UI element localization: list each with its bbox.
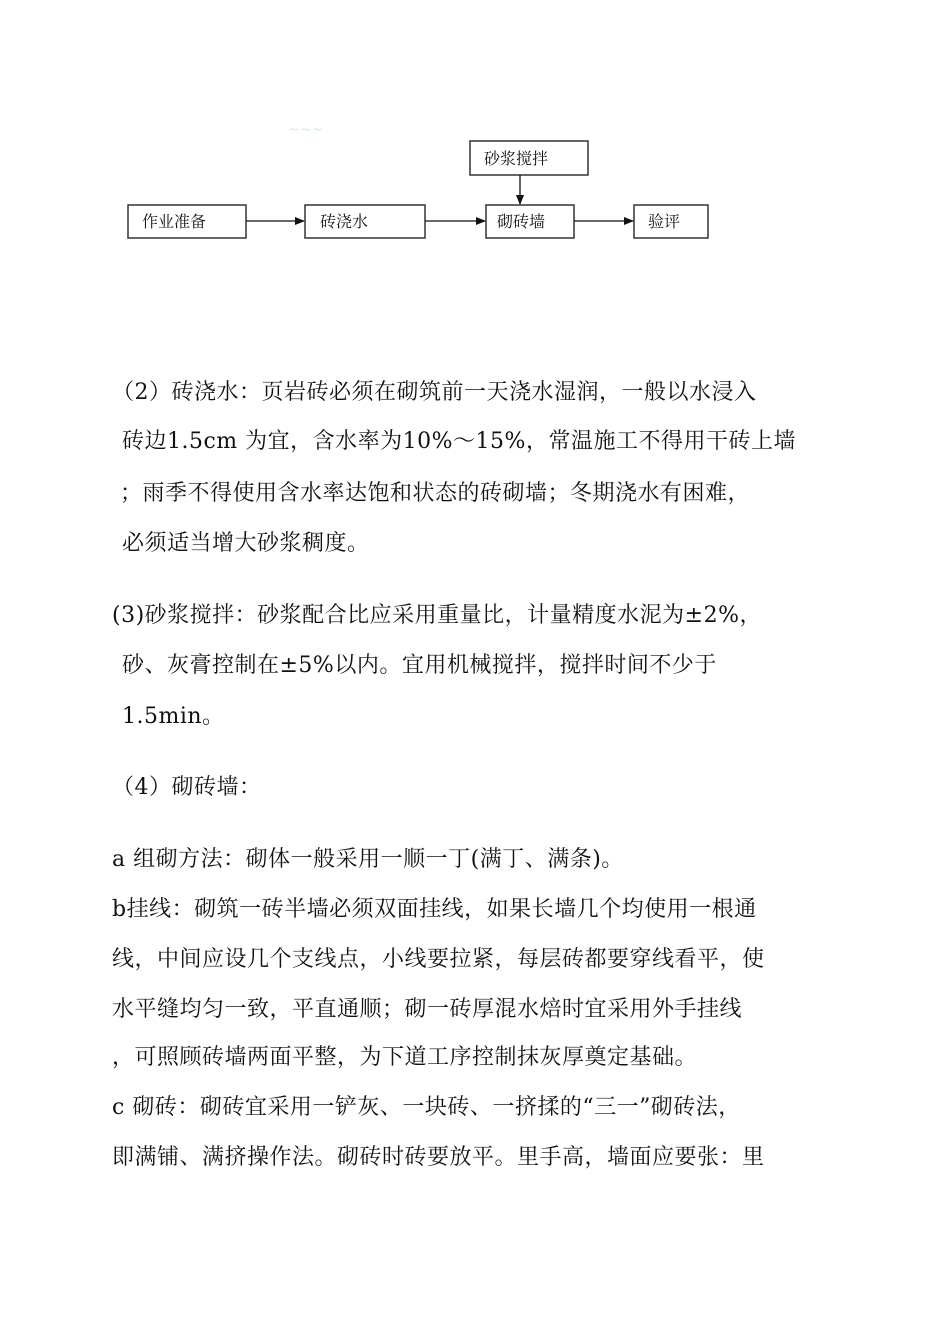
flow-node-prep-label: 作业准备 — [142, 212, 207, 231]
flow-node-eval-label: 验评 — [648, 212, 681, 231]
text-line: 必须适当增大砂浆稠度。 — [122, 531, 370, 556]
flow-node-lay — [486, 205, 574, 238]
watermark-mark: ~~~ — [288, 122, 324, 138]
text-line: 砂、灰膏控制在±5%以内。宜用机械搅拌，搅拌时间不少于 — [122, 653, 717, 678]
flow-node-mortar — [470, 141, 588, 175]
text-line: 1.5min。 — [122, 704, 225, 729]
text-line: (3)砂浆搅拌：砂浆配合比应采用重量比，计量精度水泥为±2%， — [112, 603, 762, 628]
text-line: ，可照顾砖墙两面平整，为下道工序控制抹灰厚奠定基础。 — [112, 1045, 698, 1070]
flow-node-water-label: 砖浇水 — [320, 212, 369, 231]
flow-node-eval — [634, 205, 708, 238]
text-line: b挂线：砌筑一砖半墙必须双面挂线，如果长墙几个均使用一根通 — [112, 897, 757, 922]
text-line: 砖边1.5cm 为宜，含水率为10%～15%，常温施工不得用干砖上墙 — [122, 429, 796, 454]
flow-node-prep — [128, 205, 246, 238]
text-line: c 砌砖：砌砖宜采用一铲灰、一块砖、一挤揉的“三一”砌砖法， — [112, 1095, 741, 1120]
text-line: （4）砌砖墙： — [112, 775, 262, 800]
text-line: 即满铺、满挤操作法。砌砖时砖要放平。里手高，墙面应要张：里 — [112, 1145, 765, 1170]
flow-node-mortar-label: 砂浆搅拌 — [484, 149, 549, 168]
text-line: （2）砖浇水：页岩砖必须在砌筑前一天浇水湿润，一般以水浸入 — [112, 380, 757, 405]
text-line: 线，中间应设几个支线点，小线要拉紧，每层砖都要穿线看平，使 — [112, 947, 765, 972]
text-line: 水平缝均匀一致，平直通顺；砌一砖厚混水焙时宜采用外手挂线 — [112, 997, 743, 1022]
text-line: ；雨季不得使用含水率达饱和状态的砖砌墙；冬期浇水有困难， — [120, 481, 751, 506]
process-flowchart — [0, 0, 950, 300]
flow-node-water — [305, 205, 425, 238]
text-line: a 组砌方法：砌体一般采用一顺一丁(满丁、满条)。 — [112, 847, 624, 872]
flow-node-lay-label: 砌砖墙 — [497, 212, 546, 231]
